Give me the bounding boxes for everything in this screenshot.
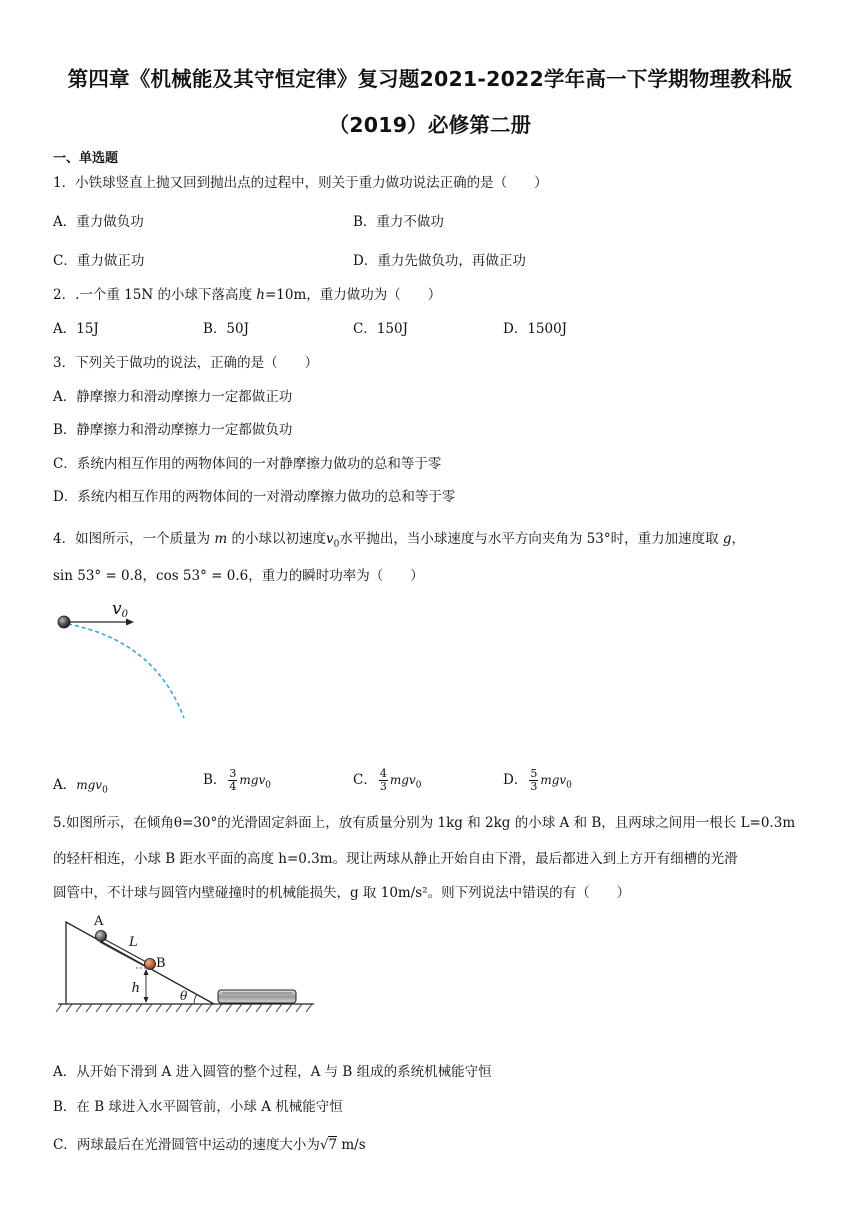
rod-line-2: [100, 942, 148, 968]
q4-g-symbol: g: [722, 531, 732, 547]
q5-c-post: m/s: [337, 1137, 366, 1153]
ground-hatch: [56, 1004, 312, 1012]
q1-option-a: A．重力做负功: [53, 214, 144, 230]
q4-d-label: D．: [503, 772, 528, 788]
q4-option-a: [53, 776, 108, 800]
q4-option-c: [353, 768, 421, 795]
q2-stem-post: =10m，重力做功为（ ）: [264, 287, 442, 303]
q4-stem-d: ，: [731, 531, 746, 547]
q4-a-sub: 0: [102, 785, 108, 796]
incline-figure: [52, 910, 322, 1020]
q4-option-b: [203, 768, 271, 795]
q4-c-fraction: $\frac{4}{3}$: [379, 767, 387, 793]
rod-line-1: [102, 938, 150, 964]
q4-v-subscript: 0: [333, 539, 340, 550]
q3-option-a: A．静摩擦力和滑动摩擦力一定都做正功: [53, 389, 293, 405]
title-line-1: 第四章《机械能及其守恒定律》复习题2021-2022学年高一下学期物理教科版: [67, 67, 793, 91]
q4-stem-c: 水平抛出，当小球速度与水平方向夹角为 53°时，重力加速度取: [339, 531, 723, 547]
q2-stem: [53, 286, 441, 304]
trajectory-curve: [68, 624, 184, 718]
horizontal-tube: [218, 990, 296, 1003]
q2-option-b: B．50J: [203, 321, 250, 337]
q4-a-label: A．: [53, 777, 77, 793]
q3-stem: 3．下列关于做功的说法，正确的是（ ）: [53, 355, 319, 371]
q5-option-a: A．从开始下滑到 A 进入圆管的整个过程，A 与 B 组成的系统机械能守恒: [53, 1064, 492, 1080]
label-theta: θ: [180, 989, 188, 1003]
q4-c-label: C．: [353, 772, 377, 788]
q5-stem-line-2: 的轻杆相连，小球 B 距水平面的高度 h=0.3m。现让两球从静止开始自由下滑，最后都进入到上方开有细槽的光滑: [53, 851, 738, 867]
q4-b-fraction: $\frac{3}{4}$: [229, 767, 237, 793]
height-arrowhead-up-icon: [144, 969, 149, 975]
label-b: B: [156, 956, 166, 971]
q2-stem-pre: 2．.一个重 15N 的小球下落高度: [53, 287, 257, 303]
q4-a-expr: mgv: [76, 778, 103, 792]
section-heading: 一、单选题: [53, 151, 119, 166]
v0-figure-label: v0: [112, 599, 128, 620]
label-l: L: [129, 935, 138, 950]
q5-option-c: [53, 1136, 366, 1154]
q4-c-expr: mgv: [389, 773, 416, 787]
q4-m-symbol: m: [214, 531, 228, 547]
q5-stem-line-3: 圆管中，不计球与圆管内壁碰撞时的机械能损失，g 取 10m/s²。则下列说法中错误的有（ ）: [53, 885, 631, 901]
label-h: h: [131, 981, 140, 996]
q4-b-label: B．: [203, 772, 227, 788]
q2-option-c: C．150J: [353, 321, 409, 337]
q5-option-b: B．在 B 球进入水平圆管前，小球 A 机械能守恒: [53, 1099, 343, 1115]
q4-stem-line-2: sin 53° = 0.8，cos 53° = 0.6，重力的瞬时功率为（ ）: [53, 568, 424, 584]
q4-d-expr: mgv: [540, 773, 567, 787]
q5-stem-line-1: 5.如图所示，在倾角θ=30°的光滑固定斜面上，放有质量分别为 1kg 和 2kg 的小球 A 和 B，且两球之间用一根长 L=0.3m: [53, 815, 796, 831]
q1-stem: 1．小铁球竖直上抛又回到抛出点的过程中，则关于重力做功说法正确的是（ ）: [53, 175, 548, 191]
q3-option-c: C．系统内相互作用的两物体间的一对静摩擦力做功的总和等于零: [53, 456, 442, 472]
q5-c-pre: C．两球最后在光滑圆管中运动的速度大小为: [53, 1137, 320, 1153]
q2-option-a: A．15J: [53, 321, 99, 337]
q4-stem-line-1: [53, 530, 745, 554]
q4-c-sub: 0: [415, 780, 422, 791]
q5-c-sqrt-value: 7: [328, 1137, 338, 1153]
q4-v-symbol: v: [326, 531, 334, 547]
q2-option-d: D．1500J: [503, 321, 568, 337]
projectile-figure: [50, 596, 210, 726]
angle-arc: [194, 994, 197, 1004]
q4-b-expr: mgv: [239, 773, 266, 787]
q3-option-d: D．系统内相互作用的两物体间的一对滑动摩擦力做功的总和等于零: [53, 489, 456, 505]
q4-d-fraction: $\frac{5}{3}$: [530, 767, 538, 793]
title-line-2: （2019）必修第二册: [328, 113, 532, 137]
q4-stem-b: 的小球以初速度: [227, 531, 326, 547]
q2-h-symbol: h: [256, 287, 265, 303]
q4-d-sub: 0: [566, 780, 572, 791]
label-a: A: [94, 914, 104, 929]
q1-option-d: D．重力先做负功，再做正功: [353, 253, 526, 269]
q1-option-c: C．重力做正功: [53, 253, 145, 269]
q3-option-b: B．静摩擦力和滑动摩擦力一定都做负功: [53, 422, 293, 438]
ball-a: [96, 931, 107, 942]
q1-option-b: B．重力不做功: [353, 214, 444, 230]
sqrt-sign: √: [319, 1137, 329, 1153]
q4-b-sub: 0: [265, 780, 271, 791]
q4-stem-a: 4．如图所示，一个质量为: [53, 531, 215, 547]
height-arrowhead-down-icon: [144, 997, 149, 1003]
ball: [58, 616, 70, 628]
q4-option-d: [503, 768, 572, 795]
